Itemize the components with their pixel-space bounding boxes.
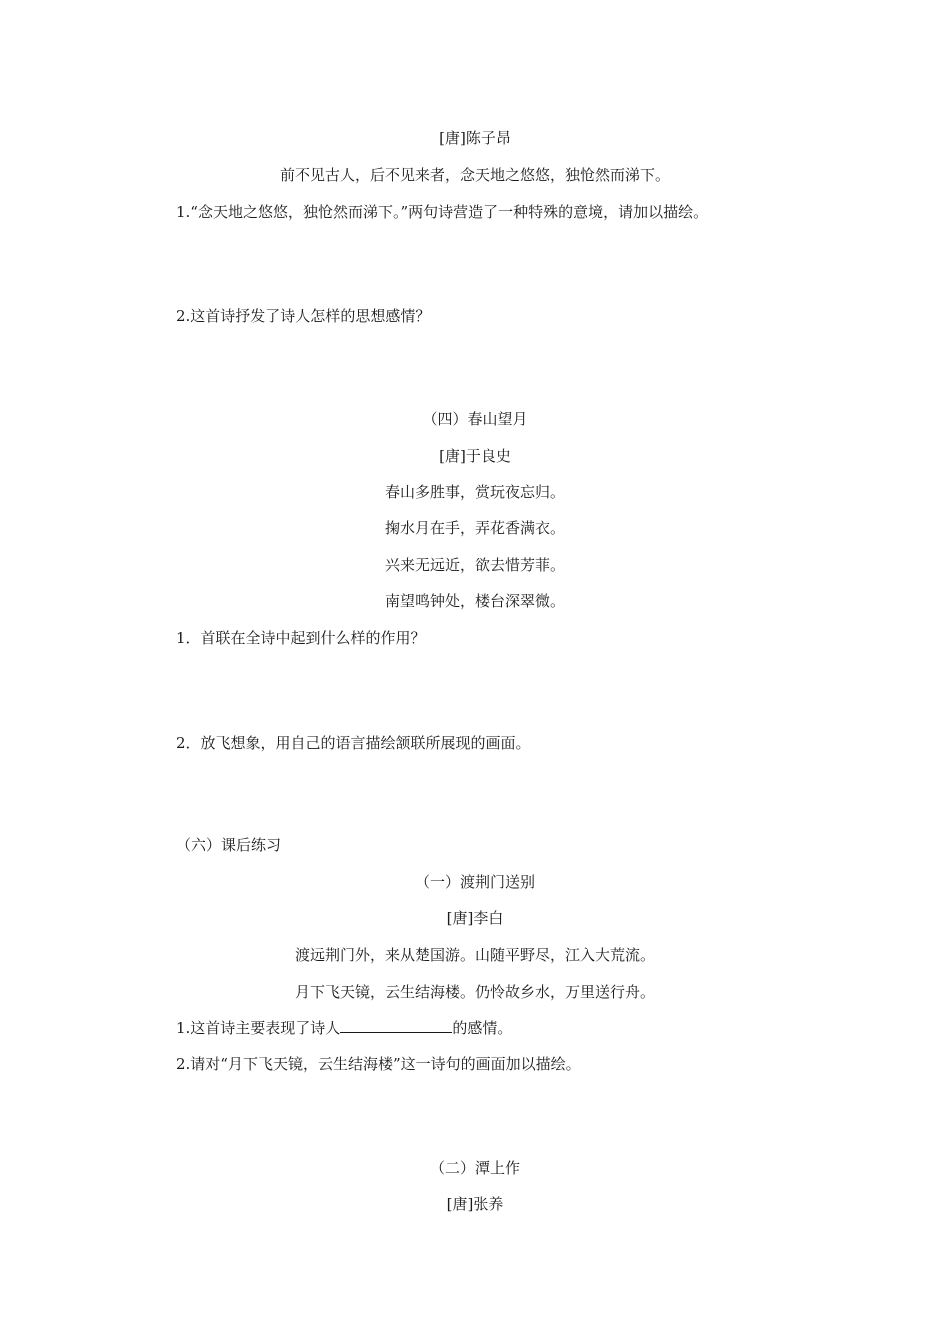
ex1-question-2: 2.请对“月下飞天镜，云生结海楼”这一诗句的画面加以描绘。 xyxy=(176,1055,581,1073)
poem4-title: （四）春山望月 xyxy=(422,410,528,428)
ex1-line-1: 渡远荆门外，来从楚国游。山随平野尽，江入大荒流。 xyxy=(294,946,655,964)
poem4-line-1: 春山多胜事，赏玩夜忘归。 xyxy=(384,483,565,501)
answer-blank[interactable] xyxy=(340,1018,452,1033)
poem4-question-1: 1．首联在全诗中起到什么样的作用？ xyxy=(176,629,426,647)
poem3-text: 前不见古人，后不见来者，念天地之悠悠，独怆然而涕下。 xyxy=(279,166,670,184)
ex1-question-1 xyxy=(176,1018,512,1038)
ex1-question-1-after: 的感情。 xyxy=(452,1019,513,1037)
poem4-question-2: 2．放飞想象，用自己的语言描绘颔联所展现的画面。 xyxy=(176,734,531,752)
ex2-author: [唐]张养 xyxy=(446,1195,504,1213)
poem3-question-2: 2.这首诗抒发了诗人怎样的思想感情？ xyxy=(176,307,431,325)
ex2-title: （二）潭上作 xyxy=(429,1159,520,1177)
poem3-question-1: 1.“念天地之悠悠，独怆然而涕下。”两句诗营造了一种特殊的意境，请加以描绘。 xyxy=(176,203,709,221)
ex1-line-2: 月下飞天镜，云生结海楼。仍怜故乡水，万里送行舟。 xyxy=(294,983,655,1001)
ex1-author: [唐]李白 xyxy=(446,909,504,927)
poem4-line-3: 兴来无远近，欲去惜芳菲。 xyxy=(384,556,565,574)
poem4-author: [唐]于良史 xyxy=(439,447,511,465)
ex1-question-1-before: 1.这首诗主要表现了诗人 xyxy=(176,1019,341,1037)
ex1-title: （一）渡荆门送别 xyxy=(414,873,535,891)
poem4-line-2: 掬水月在手，弄花香满衣。 xyxy=(384,519,565,537)
section6-heading: （六）课后练习 xyxy=(176,836,282,854)
poem4-line-4: 南望鸣钟处，楼台深翠微。 xyxy=(384,592,565,610)
poem3-author: [唐]陈子昂 xyxy=(439,129,511,147)
